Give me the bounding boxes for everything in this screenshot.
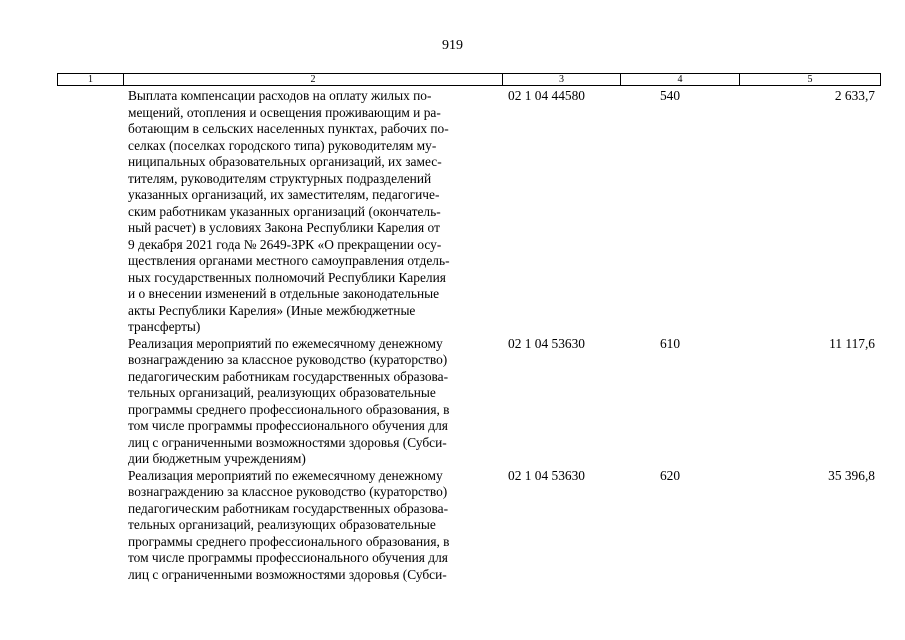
row-description: Реализация мероприятий по ежемесячному денежному вознаграждению за классное руководство (кураторство) педагогическим работникам государственных образова- тельных организаций, реализующих образовательные программы среднего профессионального образования, в том числе программы профессионального обучения для лиц с ограниченными возможностями здоровья (Субси- дии бюджетным учреждениям) (128, 335, 450, 466)
table-row (57, 468, 880, 584)
row-target-code: 02 1 04 44580 (508, 88, 585, 103)
header-col-4: 4 (621, 74, 740, 86)
row-amount: 2 633,7 (834, 88, 875, 103)
header-col-5: 5 (740, 74, 881, 86)
row-amount: 35 396,8 (828, 467, 875, 483)
row-target-code: 02 1 04 53630 (508, 467, 585, 483)
row-expense-type: 540 (659, 88, 681, 103)
row-expense-type: 620 (659, 467, 681, 483)
header-col-1: 1 (58, 74, 124, 86)
page-number: 919 (442, 38, 463, 53)
budget-table-body (57, 88, 880, 583)
row-expense-type: 610 (659, 335, 681, 351)
table-row (57, 88, 880, 336)
column-number-header (57, 73, 881, 86)
header-col-3: 3 (503, 74, 621, 86)
header-col-2: 2 (124, 74, 503, 86)
table-row (57, 336, 880, 468)
row-amount: 11 117,6 (829, 335, 875, 351)
row-description: Реализация мероприятий по ежемесячному денежному вознаграждению за классное руководство (кураторство) педагогическим работникам государственных образова- тельных организаций, реализующих образовательные программы среднего профессионального образования, в том числе программы профессионального обучения для лиц с ограниченными возможностями здоровья (Субси- (128, 467, 450, 582)
row-description: Выплата компенсации расходов на оплату жилых по- мещений, отопления и освещения проживающим и ра- ботающим в сельских населенных пунктах, рабочих по- селках (поселках городского типа) руководителям му- ниципальных образовательных организаций, их замес- тителям, руководителям структурных подразделений указанных организаций, их заместителям, педагогиче- ским работникам указанных организаций (окончатель- ный расчет) в условиях Закона Республики Карелия от 9 декабря 2021 года № 2649-ЗРК «О прекращении осу- ществления органами местного самоуправления отдель- ных государственных полномочий Республики Карелия и о внесении изменений в отдельные законодательные акты Республики Карелия» (Иные межбюджетные трансферты) (128, 88, 450, 334)
row-target-code: 02 1 04 53630 (508, 335, 585, 351)
header-row (58, 74, 881, 86)
